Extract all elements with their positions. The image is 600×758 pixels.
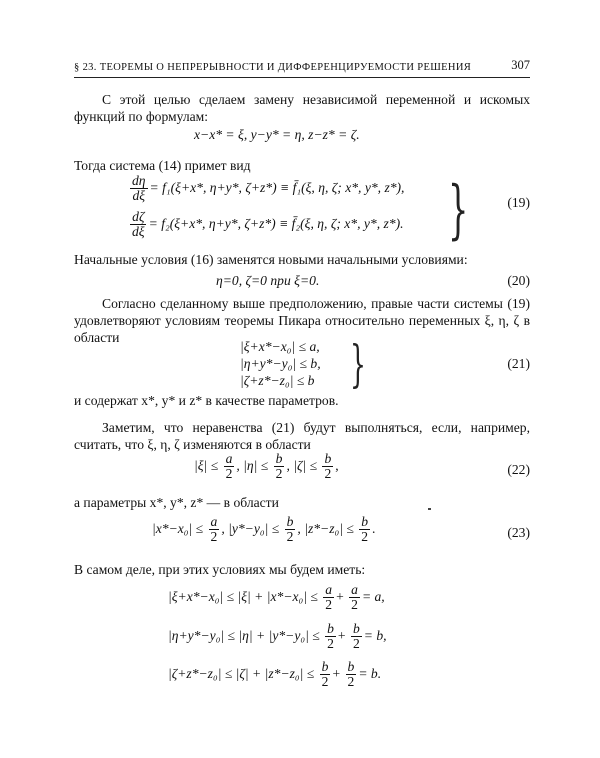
inequality-22-part-b: , |η| ≤ bbox=[236, 457, 269, 473]
fraction-denominator: 2 bbox=[321, 674, 329, 690]
paragraph-remark: Заметим, что неравенства (21) будут выполняться, если, например, считать, что ξ, η, ζ изменяются в области bbox=[74, 420, 530, 452]
fraction-denominator: dξ bbox=[132, 188, 146, 204]
formula-initial-conditions bbox=[216, 273, 319, 290]
chain-line-2 bbox=[168, 622, 387, 652]
inequality-21-line-2 bbox=[240, 356, 321, 373]
fraction-denominator: 2 bbox=[324, 466, 332, 482]
plus-sign: + bbox=[336, 588, 344, 604]
fraction-b-half bbox=[285, 515, 296, 545]
fraction-denominator: 2 bbox=[347, 674, 355, 690]
chain-line-1 bbox=[168, 583, 385, 613]
fraction-denominator: 2 bbox=[352, 636, 360, 652]
fraction-deta-dxi bbox=[130, 174, 148, 204]
inequality-23-end: . bbox=[372, 520, 376, 536]
equation-number-21: (21) bbox=[507, 356, 530, 371]
fraction-denominator: 2 bbox=[286, 529, 294, 545]
header-title: § 23. ТЕОРЕМЫ О НЕПРЕРЫВНОСТИ И ДИФФЕРЕНЦИРУЕМОСТИ РЕШЕНИЯ bbox=[74, 61, 472, 73]
fraction-denominator: 2 bbox=[325, 597, 333, 613]
equation-19-line-2 bbox=[128, 210, 404, 240]
equation-19-line-2-rhs: = f₂(ξ+x*, η+y*, ζ+z*) ≡ f̄₂(ξ, η, ζ; x*, y*, z*). bbox=[148, 215, 404, 231]
inequality-22 bbox=[194, 452, 339, 482]
fraction-b-half bbox=[325, 622, 336, 652]
brace-19: } bbox=[448, 173, 469, 247]
fraction-numerator: b bbox=[275, 451, 283, 466]
fraction-denominator: 2 bbox=[327, 636, 334, 652]
paragraph-parameters: и содержат x*, y* и z* в качестве параметров. bbox=[74, 393, 339, 408]
fraction-numerator: b bbox=[324, 451, 332, 466]
equation-number-19: (19) bbox=[507, 195, 530, 210]
fraction-numerator: b bbox=[321, 659, 329, 674]
fraction-numerator: a bbox=[325, 582, 333, 597]
fraction-b-half bbox=[351, 622, 362, 652]
paragraph-parameter-region: а параметры x*, y*, z* — в области bbox=[74, 495, 279, 510]
running-header bbox=[74, 58, 530, 78]
chain-line-2-end: = b, bbox=[363, 627, 387, 643]
paragraph-substitution: С этой целью сделаем замену независимой переменной и искомых функций по формулам: bbox=[74, 92, 530, 124]
fraction-denominator: 2 bbox=[361, 529, 369, 545]
inequality-22-part-a: |ξ| ≤ bbox=[194, 457, 219, 473]
fraction-b-half bbox=[346, 660, 357, 690]
fraction-a-half bbox=[209, 515, 220, 545]
fraction-numerator: b bbox=[327, 621, 334, 636]
plus-sign: + bbox=[337, 627, 346, 643]
fraction-denominator: 2 bbox=[275, 466, 283, 482]
equation-number-23: (23) bbox=[507, 525, 530, 540]
fraction-dzeta-dxi bbox=[130, 210, 147, 240]
inequality-21-line-3-text: |ζ+z*−z₀| ≤ b bbox=[240, 373, 315, 388]
chain-line-1-end: = a, bbox=[361, 588, 385, 604]
inequality-22-end: , bbox=[335, 457, 339, 473]
formula-initial-conditions-text: η=0, ζ=0 при ξ=0. bbox=[216, 273, 320, 288]
fraction-a-half bbox=[224, 452, 235, 482]
fraction-b-half bbox=[359, 515, 370, 545]
chain-line-2-lhs: |η+y*−y₀| ≤ |η| + |y*−y₀| ≤ bbox=[168, 627, 320, 643]
inequality-23-part-c: , |z*−z₀| ≤ bbox=[297, 520, 354, 536]
chain-line-3-end: = b. bbox=[358, 665, 382, 681]
fraction-denominator: 2 bbox=[210, 529, 218, 545]
fraction-numerator: b bbox=[352, 621, 360, 636]
brace-21: } bbox=[350, 335, 366, 393]
inequality-21-line-1-text: |ξ+x*−x₀| ≤ a, bbox=[240, 339, 320, 354]
equation-number-22: (22) bbox=[507, 462, 530, 477]
equation-19-line-1 bbox=[128, 174, 404, 204]
inequality-23-part-b: , |y*−y₀| ≤ bbox=[221, 520, 280, 536]
paragraph-picard: Согласно сделанному выше предположению, правые части системы (19) удовлетворяют условиям теоремы Пикара относительно переменных ξ, η, ζ в области bbox=[74, 296, 530, 345]
fraction-a-half bbox=[323, 583, 334, 613]
fraction-numerator: dζ bbox=[132, 209, 145, 224]
fraction-numerator: a bbox=[210, 514, 218, 529]
chain-line-3 bbox=[168, 660, 381, 690]
fraction-b-half bbox=[274, 452, 285, 482]
fraction-numerator: a bbox=[225, 451, 233, 466]
fraction-a-half bbox=[349, 583, 360, 613]
fraction-numerator: dη bbox=[132, 173, 146, 188]
chain-line-3-lhs: |ζ+z*−z₀| ≤ |ζ| + |z*−z₀| ≤ bbox=[168, 665, 315, 681]
fraction-denominator: dξ bbox=[132, 224, 145, 240]
equation-19-line-1-rhs: = f₁(ξ+x*, η+y*, ζ+z*) ≡ f̄₁(ξ, η, ζ; x*, y*, z*), bbox=[149, 179, 405, 195]
fraction-numerator: b bbox=[347, 659, 355, 674]
paragraph-indeed: В самом деле, при этих условиях мы будем иметь: bbox=[74, 562, 366, 577]
inequality-21-line-1 bbox=[240, 339, 320, 356]
paragraph-system-form: Тогда система (14) примет вид bbox=[74, 158, 251, 173]
fraction-numerator: b bbox=[286, 514, 294, 529]
fraction-b-half bbox=[320, 660, 331, 690]
fraction-denominator: 2 bbox=[351, 597, 358, 613]
inequality-23 bbox=[152, 515, 375, 545]
fraction-b-half bbox=[322, 452, 333, 482]
fraction-numerator: a bbox=[351, 582, 358, 597]
inequality-21-line-3 bbox=[240, 373, 314, 390]
fraction-denominator: 2 bbox=[225, 466, 233, 482]
inequality-21-line-2-text: |η+y*−y₀| ≤ b, bbox=[240, 356, 321, 371]
formula-substitution-text: x−x* = ξ, y−y* = η, z−z* = ζ. bbox=[194, 127, 360, 142]
print-speck bbox=[428, 508, 431, 510]
page-number: 307 bbox=[511, 58, 530, 72]
plus-sign: + bbox=[332, 665, 341, 681]
formula-substitution bbox=[194, 127, 360, 144]
inequality-22-part-c: , |ζ| ≤ bbox=[286, 457, 318, 473]
fraction-numerator: b bbox=[361, 514, 369, 529]
inequality-23-part-a: |x*−x₀| ≤ bbox=[152, 520, 204, 536]
equation-number-20: (20) bbox=[507, 273, 530, 288]
chain-line-1-lhs: |ξ+x*−x₀| ≤ |ξ| + |x*−x₀| ≤ bbox=[168, 588, 318, 604]
paragraph-initial-conditions: Начальные условия (16) заменятся новыми начальными условиями: bbox=[74, 252, 468, 267]
